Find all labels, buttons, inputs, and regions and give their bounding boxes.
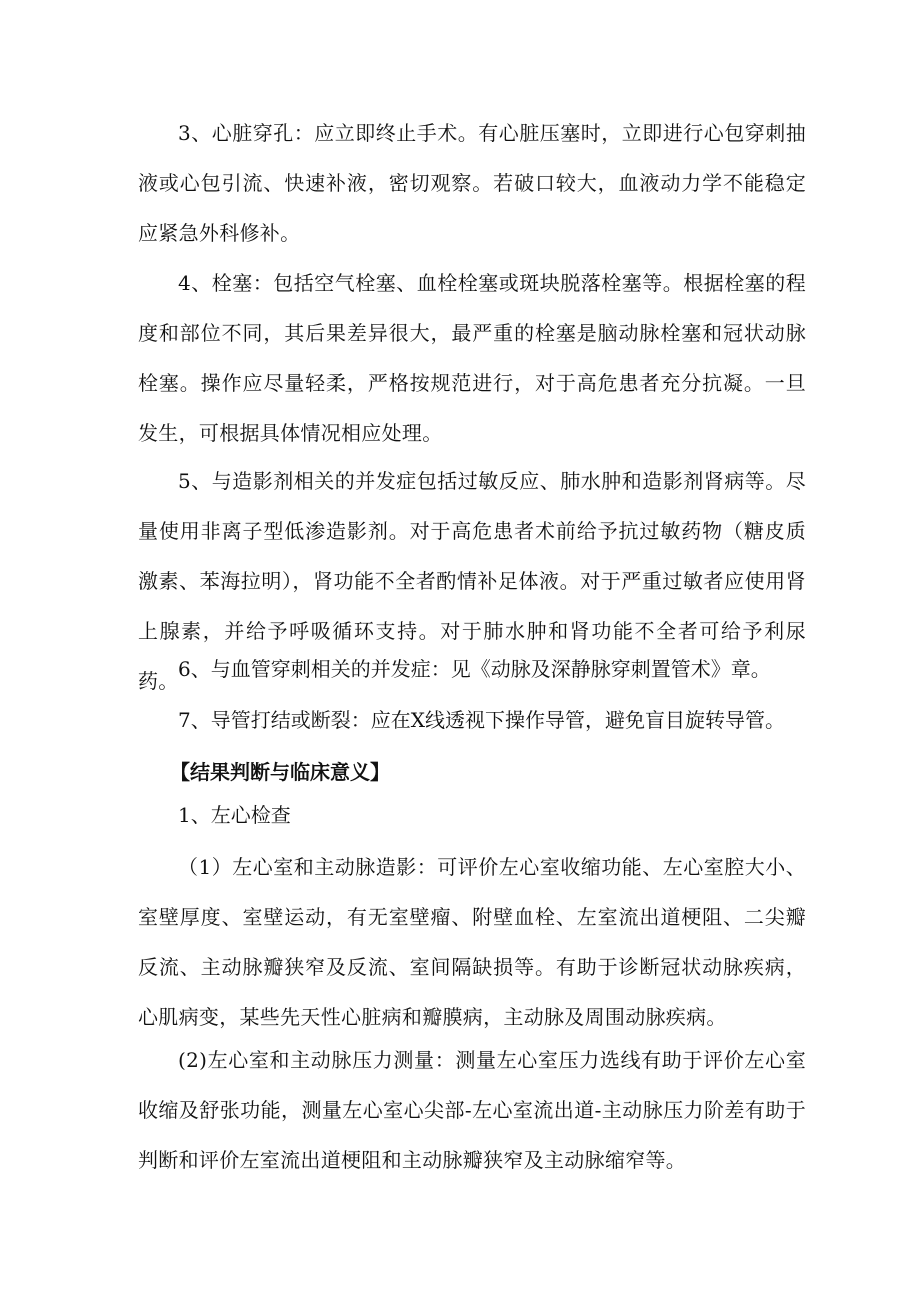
paragraph-vascular-puncture: 6、与血管穿刺相关的并发症：见《动脉及深静脉穿刺置管术》章。	[178, 657, 771, 681]
paragraph-embolism: 4、栓塞：包括空气栓塞、血栓栓塞或斑块脱落栓塞等。根据栓塞的程度和部位不同，其后果差异很大，最严重的栓塞是脑动脉栓塞和冠状动脉栓塞。操作应尽量轻柔，严格按规范进行，对于高危患者充分抗凝。一旦发生，可根据具体情况相应处理。	[138, 271, 806, 445]
paragraph-cardiac-perforation: 3、心脏穿孔：应立即终止手术。有心脏压塞时，立即进行心包穿刺抽液或心包引流、快速补液，密切观察。若破口较大，血液动力学不能稳定应紧急外科修补。	[138, 121, 806, 245]
section-heading: 【结果判断与临床意义】	[170, 760, 390, 784]
paragraph-pressure-measurement: (2)左心室和主动脉压力测量：测量左心室压力选线有助于评价左心室收缩及舒张功能，测量左心室心尖部-左心室流出道-主动脉压力阶差有助于判断和评价左室流出道梗阻和主动脉瓣狭窄及主动脉缩窄等。	[138, 1048, 806, 1172]
paragraph-contrast-complications: 5、与造影剂相关的并发症包括过敏反应、肺水肿和造影剂肾病等。尽量使用非离子型低渗造影剂。对于高危患者术前给予抗过敏药物（糖皮质激素、苯海拉明），肾功能不全者酌情补足体液。对于严重过敏者应使用肾上腺素，并给予呼吸循环支持。对于肺水肿和肾功能不全者可给予利尿药。	[138, 469, 806, 693]
paragraph-left-ventriculography: （1）左心室和主动脉造影：可评价左心室收缩功能、左心室腔大小、室壁厚度、室壁运动，有无室壁瘤、附壁血栓、左室流出道梗阻、二尖瓣反流、主动脉瓣狭窄及反流、室间隔缺损等。有助于诊断冠状动脉疾病，心肌病变，某些先天性心脏病和瓣膜病，主动脉及周围动脉疾病。	[138, 855, 806, 1029]
subsection-title: 1、左心检查	[178, 803, 291, 827]
paragraph-catheter-knot: 7、导管打结或断裂：应在X线透视下操作导管，避免盲目旋转导管。	[178, 708, 785, 732]
